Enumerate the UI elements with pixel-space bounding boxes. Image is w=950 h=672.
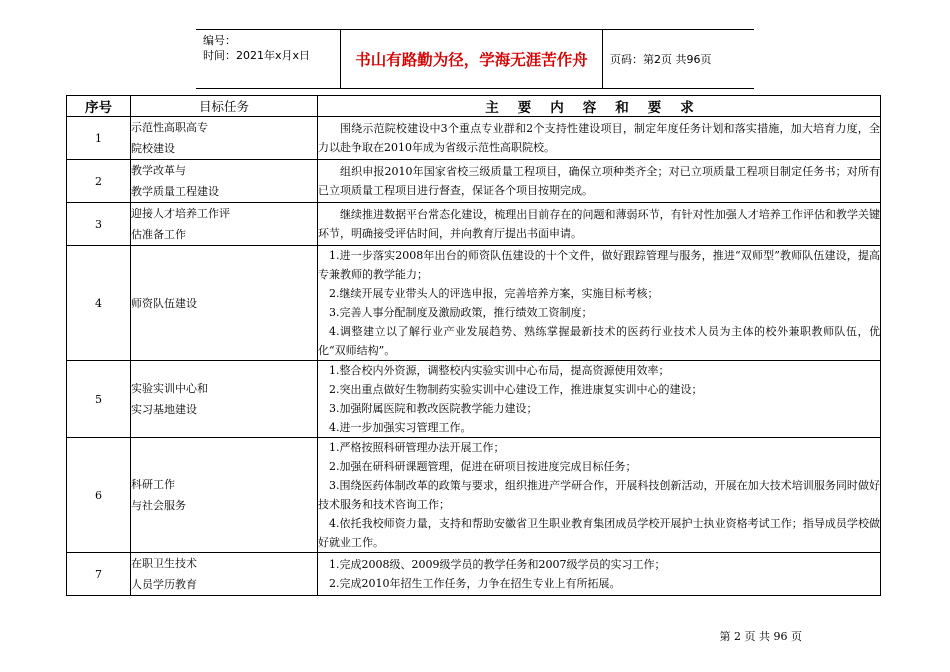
row-content: [318, 203, 881, 246]
goal-line: 实习基地建设: [131, 403, 197, 416]
task-table: [66, 95, 881, 596]
content-paragraph: 4.依托我校师资力量，支持和帮助安徽省卫生职业教育集团成员学校开展护士执业资格考试工作；指导成员学校做好就业工作。: [318, 517, 880, 549]
row-content: [318, 246, 881, 361]
row-content: [318, 553, 881, 596]
row-goal: [131, 361, 318, 438]
table-row: [67, 438, 881, 553]
content-paragraph: 2.完成2010年招生工作任务，力争在招生专业上有所拓展。: [329, 577, 621, 590]
row-goal: [131, 203, 318, 246]
goal-line: 在职卫生技术: [131, 557, 197, 570]
header-page-info: 页码：第2页 共96页: [603, 29, 754, 89]
content-paragraph: 继续推进数据平台常态化建设，梳理出目前存在的问题和薄弱环节，有针对性加强人才培养工作评估和教学关键环节，明确接受评估时间，并向教育厅提出书面申请。: [318, 208, 880, 240]
table-row: [67, 361, 881, 438]
page-header: [196, 29, 754, 89]
goal-line: 院校建设: [131, 142, 175, 155]
content-paragraph: 围绕示范院校建设中3个重点专业群和2个支持性建设项目，制定年度任务计划和落实措施，加大培育力度，全力以赴争取在2010年成为省级示范性高职院校。: [318, 122, 880, 154]
goal-line: 估准备工作: [131, 228, 186, 241]
content-paragraph: 1.严格按照科研管理办法开展工作；: [329, 441, 505, 454]
header-content-text: 主要内容和要求: [485, 100, 713, 116]
goal-line: 教学质量工程建设: [131, 185, 219, 198]
row-serial: 6: [67, 438, 131, 553]
row-serial: 3: [67, 203, 131, 246]
row-serial: 4: [67, 246, 131, 361]
row-content: [318, 160, 881, 203]
header-serial: 序号: [67, 96, 131, 117]
header-goal: 目标任务: [131, 96, 318, 117]
content-paragraph: 1.整合校内外资源，调整校内实验实训中心布局，提高资源使用效率；: [329, 364, 670, 377]
goal-line: 师资队伍建设: [131, 296, 197, 310]
goal-line: 迎接人才培养工作评: [131, 207, 230, 220]
content-paragraph: 4.调整建立以了解行业产业发展趋势、熟练掌握最新技术的医药行业技术人员为主体的校外兼职教师队伍，优化“双师结构”。: [318, 325, 880, 357]
table-row: [67, 553, 881, 596]
table-row: [67, 160, 881, 203]
content-paragraph: 2.突出重点做好生物制药实验实训中心建设工作，推进康复实训中心的建设；: [329, 383, 703, 396]
number-label: 编号：: [203, 34, 236, 47]
row-content: [318, 361, 881, 438]
time-label: 时间：2021年x月x日: [203, 49, 311, 62]
content-paragraph: 2.继续开展专业带头人的评选申报，完善培养方案，实施目标考核；: [329, 287, 659, 300]
page-footer: 第 2 页 共 96 页: [719, 630, 802, 643]
row-goal: [131, 117, 318, 160]
header-content: [318, 96, 881, 117]
row-serial: 5: [67, 361, 131, 438]
goal-line: 与社会服务: [131, 499, 186, 512]
table-row: [67, 246, 881, 361]
content-paragraph: 3.围绕医药体制改革的政策与要求，组织推进产学研合作，开展科技创新活动，开展在加大技术培训服务同时做好技术服务和技术咨询工作；: [318, 479, 880, 511]
row-goal: [131, 160, 318, 203]
row-content: [318, 117, 881, 160]
content-paragraph: 2.加强在研科研课题管理，促进在研项目按进度完成目标任务；: [329, 460, 637, 473]
row-goal: [131, 438, 318, 553]
table-header-row: [67, 96, 881, 117]
content-paragraph: 组织申报2010年国家省校三级质量工程项目，确保立项种类齐全；对已立项质量工程项目制定任务书；对所有已立项质量工程项目进行督查，保证各个项目按期完成。: [318, 165, 880, 197]
content-paragraph: 1.进一步落实2008年出台的师资队伍建设的十个文件，做好跟踪管理与服务，推进“双师型”教师队伍建设，提高专兼教师的教学能力；: [318, 249, 880, 281]
row-serial: 7: [67, 553, 131, 596]
row-goal: [131, 246, 318, 361]
content-paragraph: 4.进一步加强实习管理工作。: [329, 421, 472, 434]
content-paragraph: 3.加强附属医院和教改医院教学能力建设；: [329, 402, 538, 415]
header-slogan: 书山有路勤为径，学海无涯苦作舟: [340, 29, 603, 89]
table-row: [67, 117, 881, 160]
table-row: [67, 203, 881, 246]
goal-line: 实验实训中心和: [131, 382, 208, 395]
row-content: [318, 438, 881, 553]
goal-line: 示范性高职高专: [131, 121, 208, 134]
row-goal: [131, 553, 318, 596]
content-paragraph: 3.完善人事分配制度及激励政策，推行绩效工资制度；: [329, 306, 593, 319]
goal-line: 人员学历教育: [131, 578, 197, 591]
goal-line: 科研工作: [131, 478, 175, 491]
header-meta: [196, 29, 340, 89]
row-serial: 1: [67, 117, 131, 160]
content-paragraph: 1.完成2008级、2009级学员的教学任务和2007级学员的实习工作；: [329, 558, 666, 571]
goal-line: 教学改革与: [131, 164, 186, 177]
row-serial: 2: [67, 160, 131, 203]
